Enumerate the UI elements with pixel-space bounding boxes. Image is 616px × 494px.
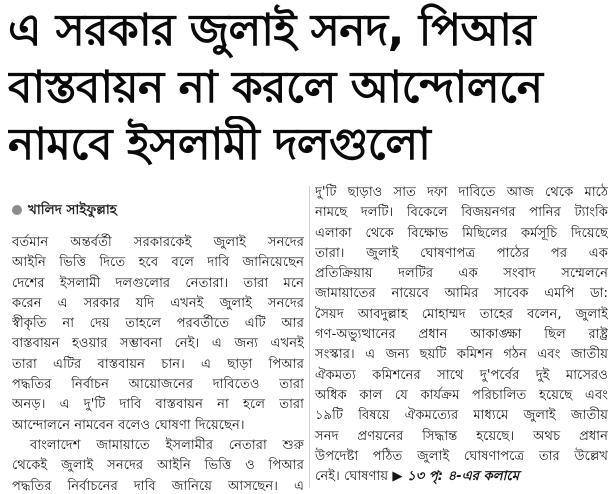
text-line: সনদ প্রণয়নের সিদ্ধান্ত হয়েছে। অথচ প্রধান: [315, 428, 608, 444]
text-line: বর্তমান অন্তর্বর্তী সরকারকেই জুলাই সনদের: [12, 235, 304, 250]
text-line: অধিক কাল যে কার্যক্রম পরিচালিত হয়েছে এবং: [315, 387, 608, 403]
column-divider: [309, 186, 310, 488]
text-line: বাংলাদেশ জামায়াতে ইসলামীর নেতারা শুরু: [30, 437, 304, 453]
headline: [8, 2, 612, 173]
text-line: প্রতিক্রিয়ায় দলটির এক সংবাদ সম্মেলনে: [315, 266, 608, 282]
text-line-last: [315, 467, 608, 487]
text-line: ১৯টি বিষয়ে ঐকমত্যের মাধ্যমে জুলাই জাতীয়: [315, 408, 608, 424]
author-name: খালিদ সাইফুল্লাহ: [28, 201, 117, 218]
text-line: অনড়। এ দু'টি দাবি বাস্তবায়ন না হলে তারা: [12, 397, 304, 413]
text-line: উপদেষ্টা পঠিত জুলাই ঘোষণাপত্রে তার উল্লেখ: [315, 448, 608, 464]
paragraph-1: [12, 233, 304, 436]
text-line: তারা। জুলাই ঘোষণাপত্র পাঠের পর এক: [315, 245, 608, 261]
text-line: পদ্ধতির নির্বাচনের দাবি জানিয়ে আসছেন। এ: [12, 478, 304, 491]
paragraph-2: [12, 436, 304, 491]
text-line: দু'টি ছাড়াও সাত দফা দাবিতে আজ থেকে মাঠে: [315, 185, 608, 200]
continuation-link[interactable]: [392, 469, 519, 484]
continuation-text: ১৩ পৃ: ৪-এর কলামে: [407, 469, 520, 485]
last-line-text: নেই। ঘোষণায়: [315, 469, 389, 485]
text-line: বাস্তবায়ন হওয়ার সম্ভাবনা নেই। এ জন্য এখনই: [12, 336, 304, 352]
text-line: তারা এটির বাস্তবায়ন চান। এ ছাড়া পিআর: [12, 356, 304, 372]
text-line: আন্দোলনে নামবেন বলেও ঘোষণা দিয়েছেন।: [12, 417, 245, 433]
byline: [12, 197, 117, 223]
text-line: স্বীকৃতি না দেয় তাহলে পরবর্তীতে এটি আর: [12, 316, 304, 332]
play-arrow-icon: ▶: [392, 469, 403, 485]
headline-line-3: নামবে ইসলামী দলগুলো: [8, 119, 431, 170]
text-line: গণ-অভ্যুত্থানের প্রধান আকাঙ্ক্ষা ছিল রাষ্ট্র: [315, 327, 608, 343]
text-line: ঐকমত্য কমিশনের সাথে দু'পর্বের দুই মাসেরও: [315, 367, 608, 383]
text-line: নামছে দলটি। বিকেলে বিজয়নগর পানির ট্যাংকি: [315, 205, 608, 221]
article-column-left: [12, 233, 304, 491]
text-line: করেন এ সরকার যদি এখনই জুলাই সনদের: [12, 295, 304, 311]
article-column-right: [315, 183, 608, 491]
text-line: পদ্ধতির নির্বাচন আয়োজনের দাবিতেও তারা: [12, 377, 304, 393]
text-line: এলাকা থেকে বিক্ষোভ মিছিলের কর্মসূচি দিয়েছে: [315, 225, 608, 241]
text-line: জামায়াতের নায়েবে আমির সাবেক এমপি ডা:: [315, 286, 608, 302]
text-line: আইনি ভিত্তি দিতে হবে বলে দাবি জানিয়েছেন: [12, 255, 304, 271]
bullet-dot-icon: [12, 205, 22, 215]
text-line: সংস্কার। এ জন্য ছয়টি কমিশন গঠন এবং জাতীয়: [315, 347, 608, 363]
headline-line-2: বাস্তবায়ন না করলে আন্দোলনে: [8, 62, 543, 113]
text-line: সৈয়দ আবদুল্লাহ মোহাম্মদ তাহের বলেন, জুলাই: [315, 306, 608, 322]
text-line: দেশের ইসলামী দলগুলোর নেতারা। তারা মনে: [12, 275, 304, 291]
headline-line-1: এ সরকার জুলাই সনদ, পিআর: [8, 5, 536, 56]
text-line: থেকেই জুলাই সনদের আইনি ভিত্তি ও পিআর: [12, 458, 304, 474]
